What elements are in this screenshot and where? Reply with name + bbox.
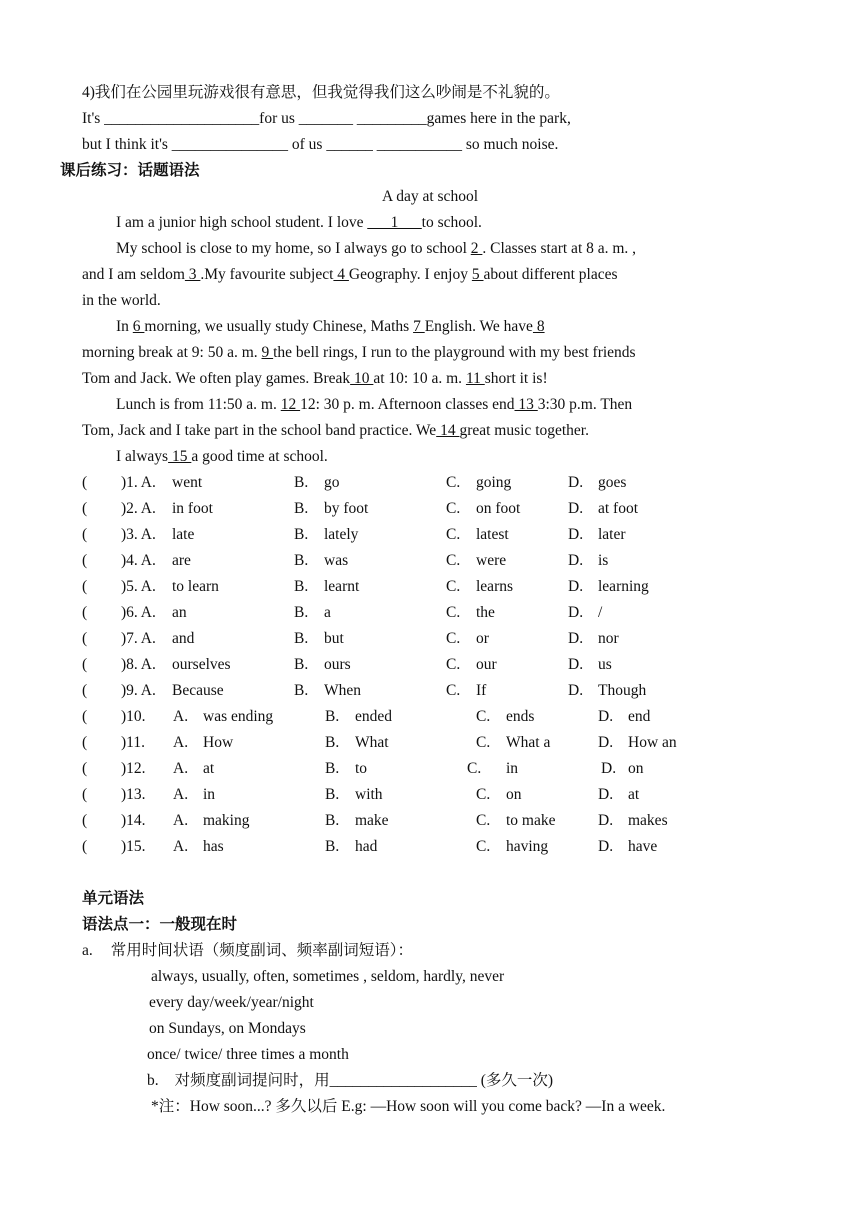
question-row: ( )4. A. are B. was C. were D. is <box>82 552 609 569</box>
on-phrases: on Sundays, on Mondays <box>149 1020 306 1037</box>
exercise-4-line-1: It's ____________________for us _______ _________games here in the park, <box>82 110 571 127</box>
times-phrases: once/ twice/ three times a month <box>147 1046 349 1063</box>
exercise-4-line-2: but I think it's _______________ of us ______ ___________ so much noise. <box>82 136 559 153</box>
grammar-item-b: b. 对频度副词提问时，用___________________ (多久一次) <box>147 1072 554 1089</box>
blank-3: 3 <box>184 266 201 283</box>
grammar-note: *注：How soon...? 多久以后 E.g: —How soon will you come back? —In a week. <box>151 1098 666 1115</box>
blank-6: 6 <box>132 318 145 335</box>
question-row: ( )12. A. at B. to C. in D. on <box>82 760 644 777</box>
blank-8: 8 <box>532 318 545 335</box>
passage-p3-line-2: morning break at 9: 50 a. m. 9 the bell rings, I run to the playground with my best friends <box>82 344 636 361</box>
blank-14: 14 <box>436 422 460 439</box>
blank-7: 7 <box>413 318 425 335</box>
every-phrases: every day/week/year/night <box>149 994 314 1011</box>
passage-p2-line-2: and I am seldom 3 .My favourite subject 4 Geography. I enjoy 5 about different places <box>82 266 618 283</box>
question-row: ( )9. A. Because B. When C. If D. Though <box>82 682 647 699</box>
unit-grammar-title: 单元语法 <box>82 890 145 907</box>
passage-p4-line-1: Lunch is from 11:50 a. m. 12 12: 30 p. m. Afternoon classes end 13 3:30 p.m. Then <box>116 396 633 413</box>
question-row: ( )1. A. went B. go C. going D. goes <box>82 474 627 491</box>
blank-9: 9 <box>261 344 274 361</box>
question-row: ( )7. A. and B. but C. or D. nor <box>82 630 619 647</box>
passage-p3-line-3: Tom and Jack. We often play games. Break 10 at 10: 10 a. m. 11 short it is! <box>82 370 548 387</box>
passage-p2-line-3: in the world. <box>82 292 161 309</box>
question-row: ( )2. A. in foot B. by foot C. on foot D. at foot <box>82 500 639 517</box>
question-row: ( )13. A. in B. with C. on D. at <box>82 786 640 803</box>
section-title: 课后练习：话题语法 <box>60 162 200 179</box>
question-row: ( )11. A. How B. What C. What a D. How an <box>82 734 677 751</box>
exercise-4-chinese: 4)我们在公园里玩游戏很有意思，但我觉得我们这么吵闹是不礼貌的。 <box>82 84 560 101</box>
question-row: ( )3. A. late B. lately C. latest D. later <box>82 526 626 543</box>
question-row: ( )14. A. making B. make C. to make D. makes <box>82 812 668 829</box>
question-row: ( )8. A. ourselves B. ours C. our D. us <box>82 656 612 673</box>
adverbs-list: always, usually, often, sometimes , seldom, hardly, never <box>151 968 505 985</box>
blank-12: 12 <box>280 396 301 413</box>
passage-p4-line-2: Tom, Jack and I take part in the school band practice. We 14 great music together. <box>82 422 589 439</box>
passage-title: A day at school <box>382 188 478 205</box>
grammar-point-1-title: 语法点一：一般现在时 <box>82 916 238 933</box>
blank-13: 13 <box>514 396 538 413</box>
blank-1: ___1___ <box>367 214 422 231</box>
blank-10: 10 <box>350 370 374 387</box>
grammar-item-a: a. 常用时间状语（频度副词、频率副词短语）： <box>82 942 414 959</box>
blank-11: 11 <box>465 370 485 387</box>
passage-p1: I am a junior high school student. I love ___1___to school. <box>116 214 482 231</box>
question-row: ( )6. A. an B. a C. the D. / <box>82 604 603 621</box>
blank-5: 5 <box>471 266 484 283</box>
blank-2: 2 <box>470 240 483 257</box>
blank-4: 4 <box>333 266 349 283</box>
passage-p2-line-1: My school is close to my home, so I always go to school 2 . Classes start at 8 a. m. , <box>116 240 637 257</box>
question-row: ( )10. A. was ending B. ended C. ends D. end <box>82 708 651 725</box>
passage-p5: I always 15 a good time at school. <box>116 448 328 465</box>
question-row: ( )15. A. has B. had C. having D. have <box>82 838 658 855</box>
blank-15: 15 <box>168 448 192 465</box>
passage-p3-line-1: In 6 morning, we usually study Chinese, Maths 7 English. We have 8 <box>116 318 545 335</box>
question-row: ( )5. A. to learn B. learnt C. learns D. learning <box>82 578 649 595</box>
